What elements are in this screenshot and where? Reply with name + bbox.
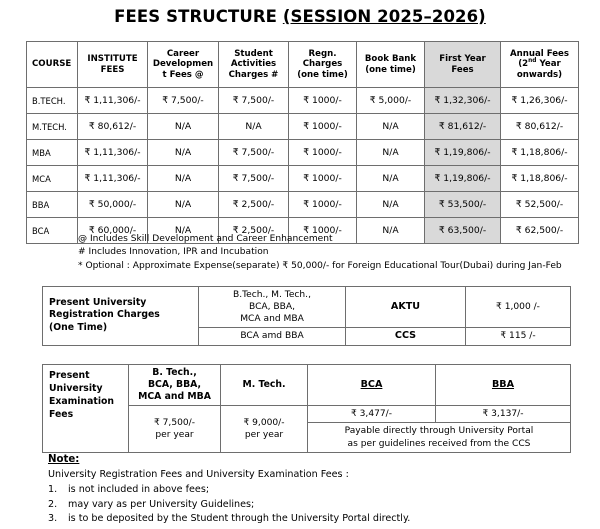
cell-annual-fees: ₹ 1,26,306/- (501, 88, 579, 114)
table-header-row (27, 42, 579, 88)
value-line: per year (155, 430, 194, 440)
header-line: (2 (518, 59, 529, 70)
fees-structure-table (26, 41, 579, 244)
cell-exam-fee-btech-group (129, 406, 221, 453)
cell-institute-fees: ₹ 1,11,306/- (78, 166, 148, 192)
ordinal-suffix: nd (528, 58, 537, 65)
note-line: Payable directly through University Portal (344, 426, 534, 437)
footnote-hash: # Includes Innovation, IPR and Incubation (78, 247, 269, 258)
header-line: Regn. (308, 49, 337, 60)
cell-courses (199, 287, 346, 328)
cell-first-year-fees: ₹ 1,19,806/- (425, 166, 501, 192)
cell-student-activities: ₹ 2,500/- (219, 192, 289, 218)
cell-exam-fee-bca: ₹ 3,477/- (308, 406, 436, 423)
cell-student-activities: ₹ 7,500/- (219, 140, 289, 166)
table-row (27, 192, 579, 218)
cell-regn-charges: ₹ 1000/- (289, 218, 357, 244)
courses-line: B.Tech., M. Tech., (233, 290, 311, 300)
cell-career-development: N/A (148, 114, 219, 140)
header-line: Activities (230, 59, 277, 70)
header-line: BCA, BBA, (147, 379, 202, 391)
label-line: Present University (49, 296, 147, 308)
header-line: (one time) (365, 64, 416, 75)
table-header-row (43, 365, 571, 406)
cell-annual-fees: ₹ 52,500/- (501, 192, 579, 218)
cell-regn-charges: ₹ 1000/- (289, 166, 357, 192)
note-item-number: 2. (48, 498, 58, 510)
note-title: Note: (48, 454, 80, 465)
cell-course: BBA (27, 192, 78, 218)
table-row (43, 287, 571, 328)
cell-book-bank: N/A (357, 218, 425, 244)
cell-annual-fees: ₹ 1,18,806/- (501, 166, 579, 192)
value-line: ₹ 9,000/- (243, 418, 285, 428)
header-line: Student (234, 49, 273, 60)
cell-career-development: N/A (148, 140, 219, 166)
header-line: Career (166, 49, 200, 60)
label-line: Fees (49, 409, 74, 421)
header-line: onwards) (516, 69, 563, 80)
note-item-number: 3. (48, 513, 58, 525)
page-title (0, 7, 600, 27)
courses-line: BCA, BBA, (248, 302, 296, 312)
examination-fees-table-container (42, 364, 570, 453)
cell-university-ccs: CCS (346, 328, 466, 346)
note-item-text: is to be deposited by the Student through the University Portal directly. (68, 513, 411, 525)
cell-student-activities: ₹ 2,500/- (219, 218, 289, 244)
label-line: Registration Charges (49, 309, 160, 321)
footnote-at: @ Includes Skill Development and Career Enhancement (78, 234, 333, 244)
page-title-plain: FEES STRUCTURE (114, 7, 283, 26)
cell-career-development: N/A (148, 166, 219, 192)
list-item (48, 483, 410, 497)
list-item (48, 498, 410, 512)
cell-first-year-fees: ₹ 63,500/- (425, 218, 501, 244)
cell-registration-amount: ₹ 115 /- (466, 328, 571, 346)
header-line: Book Bank (364, 54, 417, 65)
cell-institute-fees: ₹ 50,000/- (78, 192, 148, 218)
column-header-bca: BCA (308, 365, 436, 406)
column-header-book-bank (357, 42, 425, 88)
cell-institute-fees: ₹ 60,000/- (78, 218, 148, 244)
note-list (48, 483, 410, 526)
cell-regn-charges: ₹ 1000/- (289, 140, 357, 166)
cell-portal-payment-note (308, 423, 571, 453)
cell-annual-fees: ₹ 62,500/- (501, 218, 579, 244)
value-line: ₹ 7,500/- (153, 418, 196, 428)
header-line: Fees (451, 64, 474, 75)
cell-institute-fees: ₹ 1,11,306/- (78, 140, 148, 166)
column-header-course: COURSE (27, 42, 78, 88)
label-line: University (49, 383, 103, 395)
header-line: Charges (302, 59, 343, 70)
cell-course: BCA (27, 218, 78, 244)
header-line: t Fees @ (162, 69, 204, 80)
column-header-mtech: M. Tech. (221, 365, 308, 406)
cell-career-development: ₹ 7,500/- (148, 88, 219, 114)
note-item-text: may vary as per University Guidelines; (68, 498, 255, 510)
label-line: Present (49, 370, 90, 381)
cell-career-development: N/A (148, 192, 219, 218)
examination-row-label (43, 365, 129, 453)
table-row (27, 88, 579, 114)
cell-book-bank: ₹ 5,000/- (357, 88, 425, 114)
cell-student-activities: N/A (219, 114, 289, 140)
cell-course: MCA (27, 166, 78, 192)
note-section (48, 453, 410, 526)
table-row (27, 140, 579, 166)
cell-student-activities: ₹ 7,500/- (219, 166, 289, 192)
column-header-btech-group (129, 365, 221, 406)
cell-institute-fees: ₹ 80,612/- (78, 114, 148, 140)
label-line: (One Time) (49, 322, 108, 334)
column-header-institute-fees (78, 42, 148, 88)
cell-annual-fees: ₹ 80,612/- (501, 114, 579, 140)
cell-career-development: N/A (148, 218, 219, 244)
cell-university-aktu: AKTU (346, 287, 466, 328)
cell-course: M.TECH. (27, 114, 78, 140)
column-header-annual-fees (501, 42, 579, 88)
header-line: (one time) (297, 69, 348, 80)
header-line: FEES (100, 64, 125, 75)
column-header-student-activities-charges (219, 42, 289, 88)
cell-first-year-fees: ₹ 1,32,306/- (425, 88, 501, 114)
cell-book-bank: N/A (357, 114, 425, 140)
column-header-career-development-fees (148, 42, 219, 88)
cell-institute-fees: ₹ 1,11,306/- (78, 88, 148, 114)
header-line: First Year (439, 54, 486, 65)
examination-fees-table (42, 364, 571, 453)
cell-registration-amount: ₹ 1,000 /- (466, 287, 571, 328)
note-lead-text: University Registration Fees and University Examination Fees : (48, 469, 349, 481)
cell-course: MBA (27, 140, 78, 166)
cell-book-bank: N/A (357, 140, 425, 166)
cell-student-activities: ₹ 7,500/- (219, 88, 289, 114)
column-header-bba: BBA (436, 365, 571, 406)
cell-regn-charges: ₹ 1000/- (289, 88, 357, 114)
cell-first-year-fees: ₹ 53,500/- (425, 192, 501, 218)
header-line: Charges # (228, 69, 279, 80)
registration-row-label (43, 287, 199, 346)
cell-courses: BCA amd BBA (199, 328, 346, 346)
label-line: Examination (49, 396, 115, 408)
header-line: MCA and MBA (138, 391, 211, 403)
table-row (27, 114, 579, 140)
cell-book-bank: N/A (357, 166, 425, 192)
footnote-asterisk: * Optional : Approximate Expense(separate) ₹ 50,000/- for Foreign Educational Tour(Dubai) during Jan-Feb (78, 260, 562, 271)
column-header-first-year-fees (425, 42, 501, 88)
note-line: as per guidelines received from the CCS (347, 438, 531, 449)
cell-course: B.TECH. (27, 88, 78, 114)
cell-first-year-fees: ₹ 81,612/- (425, 114, 501, 140)
header-line: INSTITUTE (87, 54, 138, 65)
table-row (27, 166, 579, 192)
courses-line: MCA and MBA (240, 314, 304, 324)
cell-first-year-fees: ₹ 1,19,806/- (425, 140, 501, 166)
note-item-number: 1. (48, 484, 58, 496)
registration-charges-table (42, 286, 571, 346)
cell-regn-charges: ₹ 1000/- (289, 192, 357, 218)
note-item-text: is not included in above fees; (68, 484, 210, 496)
header-line: Annual Fees (509, 49, 570, 60)
cell-regn-charges: ₹ 1000/- (289, 114, 357, 140)
header-line: B. Tech., (152, 367, 197, 378)
header-line: Year (536, 59, 561, 70)
fees-structure-table-container (26, 41, 578, 244)
column-header-regn-charges (289, 42, 357, 88)
header-line: Developmen (152, 59, 214, 70)
cell-book-bank: N/A (357, 192, 425, 218)
page-title-underlined: (SESSION 2025–2026) (282, 7, 486, 26)
cell-exam-fee-mtech (221, 406, 308, 453)
cell-exam-fee-bba: ₹ 3,137/- (436, 406, 571, 423)
value-line: per year (244, 430, 284, 440)
cell-annual-fees: ₹ 1,18,806/- (501, 140, 579, 166)
list-item (48, 512, 410, 526)
footnotes (78, 233, 562, 273)
registration-charges-table-container (42, 286, 570, 346)
